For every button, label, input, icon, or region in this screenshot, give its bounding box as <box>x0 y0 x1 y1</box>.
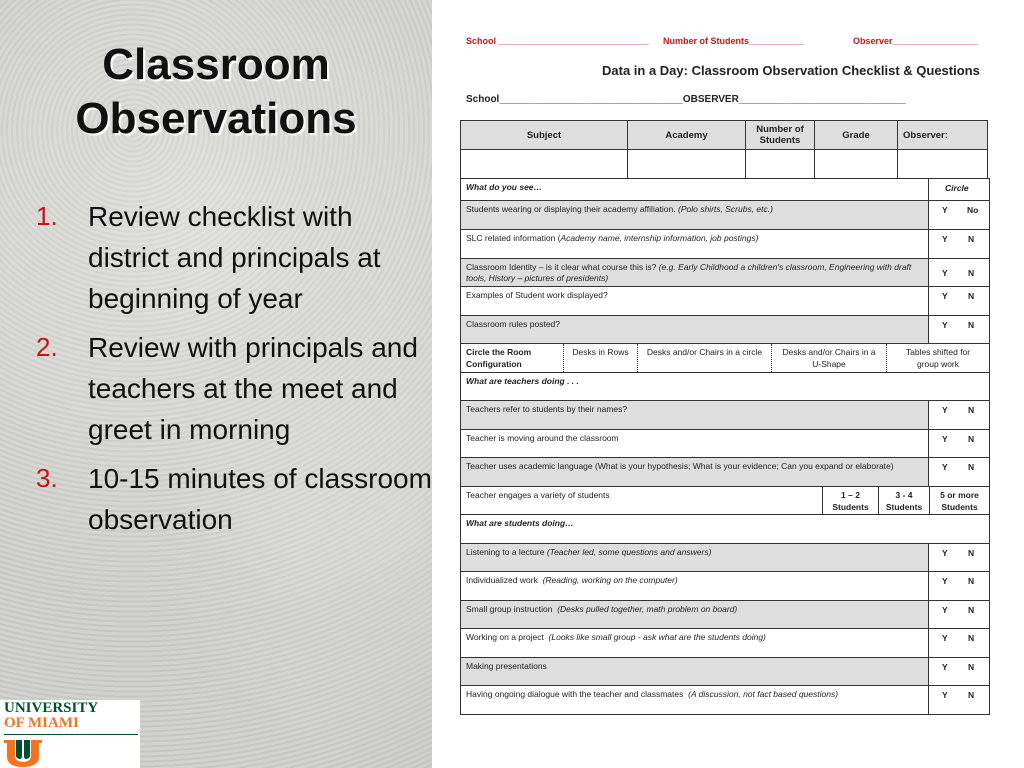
row-example: (Polo shirts, Scrubs, etc.) <box>678 204 773 214</box>
top-school-field: School ______________________________ <box>466 36 649 46</box>
yes-option[interactable]: Y <box>942 268 948 278</box>
table-row <box>461 628 989 657</box>
no-option[interactable]: N <box>968 462 975 472</box>
u-logo-icon <box>2 738 44 768</box>
row-text <box>466 204 921 215</box>
row-text <box>466 233 921 244</box>
list-item <box>36 327 436 450</box>
yes-no-cell[interactable] <box>928 601 989 628</box>
bullet-number: 3. <box>36 463 58 493</box>
table-row <box>461 258 989 286</box>
variety-option-1-2[interactable]: 1 – 2 Students <box>822 487 878 514</box>
table-row <box>461 286 989 315</box>
row-text: Making presentations <box>466 661 547 671</box>
section-heading-see <box>461 178 989 200</box>
list-item <box>36 196 436 319</box>
section-heading-text: What are teachers doing . . . <box>466 376 579 386</box>
room-configuration-row <box>461 343 989 372</box>
section-heading-students <box>461 514 989 543</box>
university-logo <box>0 700 140 768</box>
logo-divider <box>4 734 138 735</box>
table-row <box>461 571 989 600</box>
row-text <box>466 262 921 284</box>
yes-no-cell[interactable] <box>928 544 989 571</box>
no-option[interactable]: N <box>968 434 975 444</box>
row-text: Classroom rules posted? <box>466 319 561 329</box>
row-text <box>466 632 921 643</box>
title-line-1: Classroom <box>102 40 330 89</box>
row-lead: Individualized work <box>466 575 538 585</box>
bullet-text: Review with principals and teachers at the meet and greet in morning <box>88 332 418 445</box>
school-observer-line: School_________________________________OBSERVER______________________________ <box>466 94 906 105</box>
circle-label: Circle <box>945 183 969 193</box>
no-option[interactable]: N <box>968 662 975 672</box>
section-heading-text: What are students doing… <box>466 518 574 528</box>
header-subject: Subject <box>461 121 628 150</box>
yes-no-cell[interactable] <box>928 686 989 714</box>
table-row <box>461 229 989 258</box>
yes-option[interactable]: Y <box>942 291 948 301</box>
bullet-number: 2. <box>36 332 58 362</box>
yes-option[interactable]: Y <box>942 205 948 215</box>
yes-option[interactable]: Y <box>942 690 948 700</box>
header-grade: Grade <box>815 121 898 150</box>
top-observer-field: Observer_________________ <box>853 36 978 46</box>
variety-row <box>461 486 989 514</box>
bullet-text: Review checklist with district and principals at beginning of year <box>88 201 381 314</box>
row-text <box>466 575 921 586</box>
row-lead: Listening to a lecture <box>466 547 545 557</box>
header-observer: Observer: <box>898 121 988 150</box>
row-example: (Teacher led, some questions and answers) <box>546 547 712 557</box>
row-example: (Desks pulled together, math problem on board) <box>557 604 738 614</box>
room-config-option-groups[interactable]: Tables shifted for group work <box>886 344 989 372</box>
room-config-option-u-shape[interactable]: Desks and/or Chairs in a U-Shape <box>771 344 886 372</box>
checklist-rows <box>460 178 990 715</box>
yes-no-cell[interactable] <box>928 287 989 315</box>
room-config-option-circle[interactable]: Desks and/or Chairs in a circle <box>637 344 771 372</box>
yes-option[interactable]: Y <box>942 405 948 415</box>
row-lead: Classroom Identity – is it clear what course this is? <box>466 262 657 272</box>
row-text: Teacher uses academic language (What is your hypothesis; What is your evidence; Can you expand or elaborate) <box>466 461 894 471</box>
no-option[interactable]: N <box>968 320 975 330</box>
logo-text-line-1: UNIVERSITY <box>4 700 99 716</box>
observer-cell[interactable] <box>898 150 988 179</box>
row-lead: Working on a project <box>466 632 544 642</box>
title-line-2: Observations <box>75 94 357 143</box>
row-example: (Looks like small group - ask what are the students doing) <box>548 632 766 642</box>
no-option[interactable]: N <box>968 405 975 415</box>
table-row <box>461 457 989 486</box>
no-option[interactable]: No <box>967 205 979 215</box>
info-table <box>460 120 988 179</box>
yes-no-cell[interactable] <box>928 259 989 286</box>
bullet-text: 10-15 minutes of classroom observation <box>88 463 432 535</box>
yes-option[interactable]: Y <box>942 605 948 615</box>
row-text <box>466 604 921 615</box>
yes-option[interactable]: Y <box>942 633 948 643</box>
table-row <box>461 429 989 457</box>
row-text <box>466 547 921 558</box>
no-option[interactable]: N <box>968 690 975 700</box>
yes-no-cell[interactable] <box>928 572 989 600</box>
room-config-option-rows[interactable]: Desks in Rows <box>563 344 637 372</box>
room-config-label: Circle the Room Configuration <box>466 347 532 369</box>
table-row <box>461 400 989 429</box>
yes-option[interactable]: Y <box>942 662 948 672</box>
row-lead: Having ongoing dialogue with the teacher and classmates <box>466 689 684 699</box>
subject-cell[interactable] <box>461 150 628 179</box>
header-academy: Academy <box>628 121 746 150</box>
header-number-of-students: Number of Students <box>746 121 815 150</box>
top-students-field: Number of Students___________ <box>663 36 805 46</box>
yes-option[interactable]: Y <box>942 548 948 558</box>
table-row <box>461 200 989 229</box>
yes-no-cell[interactable] <box>928 201 989 229</box>
row-lead: Students wearing or displaying their academy affiliation. <box>466 204 676 214</box>
yes-option[interactable]: Y <box>942 320 948 330</box>
row-text: Teacher engages a variety of students <box>466 490 610 500</box>
yes-no-cell[interactable] <box>928 316 989 343</box>
no-option[interactable]: N <box>968 291 975 301</box>
table-row <box>461 685 989 714</box>
logo-text-line-2: OF MIAMI <box>4 715 79 731</box>
variety-option-3-4[interactable]: 3 - 4 Students <box>878 487 929 514</box>
row-text: Teacher is moving around the classroom <box>466 433 619 443</box>
slide-text-panel <box>0 0 432 768</box>
yes-option[interactable]: Y <box>942 462 948 472</box>
row-lead: SLC related information ( <box>466 233 561 243</box>
bullet-number: 1. <box>36 201 58 231</box>
bullet-list <box>36 196 436 548</box>
table-row <box>461 543 989 571</box>
table-row <box>461 657 989 685</box>
row-example: (e.g. Early Childhood a children's classroom, Engineering with draft tools, History – pictures of presidents) <box>466 262 912 283</box>
no-option[interactable]: N <box>968 633 975 643</box>
no-option[interactable]: N <box>968 605 975 615</box>
yes-option[interactable]: Y <box>942 576 948 586</box>
yes-no-cell[interactable] <box>928 458 989 486</box>
yes-no-cell[interactable] <box>928 401 989 429</box>
grade-cell[interactable] <box>815 150 898 179</box>
yes-option[interactable]: Y <box>942 434 948 444</box>
yes-no-cell[interactable] <box>928 629 989 657</box>
yes-no-cell[interactable] <box>928 658 989 685</box>
circle-column-header <box>928 179 989 200</box>
row-example: Academy name, internship information, job postings) <box>560 233 759 243</box>
slide-title <box>0 38 432 146</box>
students-cell[interactable] <box>746 150 815 179</box>
yes-no-cell[interactable] <box>928 230 989 258</box>
no-option[interactable]: N <box>968 576 975 586</box>
yes-no-cell[interactable] <box>928 430 989 457</box>
no-option[interactable]: N <box>968 234 975 244</box>
row-lead: Small group instruction <box>466 604 553 614</box>
table-row <box>461 315 989 343</box>
list-item <box>36 458 436 540</box>
row-text: Teachers refer to students by their names? <box>466 404 628 414</box>
academy-cell[interactable] <box>628 150 746 179</box>
checklist-title: Data in a Day: Classroom Observation Checklist & Questions <box>602 63 980 78</box>
row-text <box>466 689 921 700</box>
section-heading-teachers <box>461 372 989 400</box>
row-text: Examples of Student work displayed? <box>466 290 608 300</box>
yes-option[interactable]: Y <box>942 234 948 244</box>
variety-option-5-plus[interactable]: 5 or more Students <box>929 487 989 514</box>
section-heading-text: What do you see… <box>466 182 543 192</box>
no-option[interactable]: N <box>968 268 975 278</box>
row-example: (A discussion, not fact based questions) <box>688 689 839 699</box>
table-row <box>461 600 989 628</box>
no-option[interactable]: N <box>968 548 975 558</box>
row-example: (Reading, working on the computer) <box>542 575 678 585</box>
